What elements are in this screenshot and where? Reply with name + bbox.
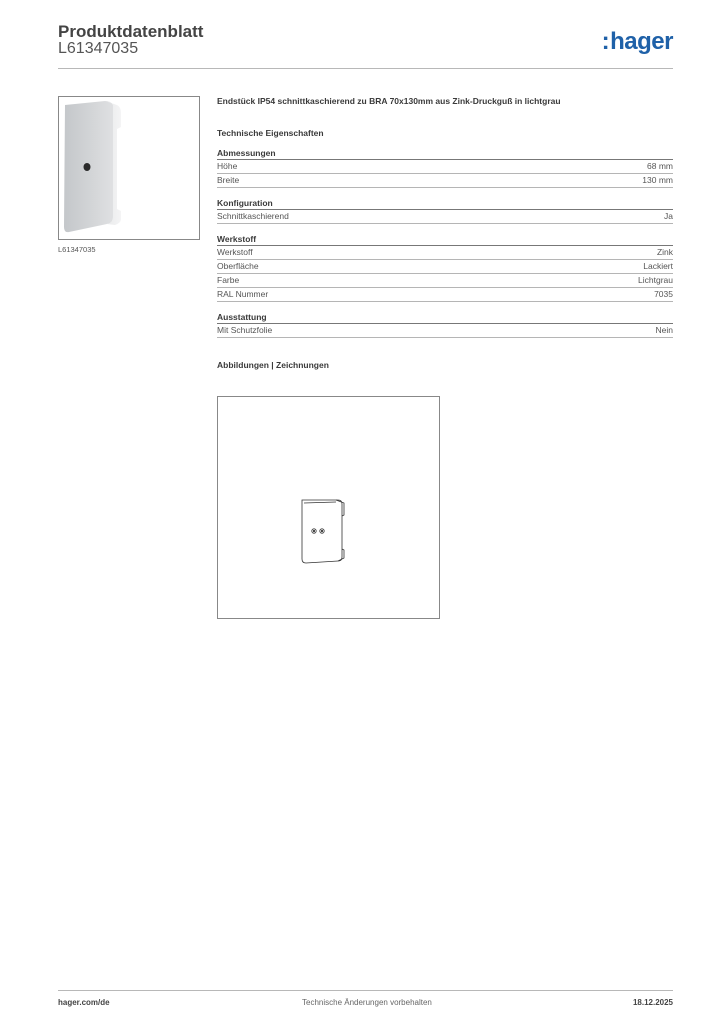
technical-drawing	[217, 396, 440, 619]
property-value: 7035	[654, 289, 673, 299]
property-row	[217, 174, 673, 188]
property-label: Mit Schutzfolie	[217, 325, 273, 335]
property-value: Lackiert	[643, 261, 673, 271]
product-image	[58, 96, 200, 240]
footer-date: 18.12.2025	[632, 998, 673, 1007]
product-details	[217, 96, 673, 370]
product-image-caption: L61347035	[58, 245, 96, 254]
property-value: Ja	[664, 211, 673, 221]
property-label: Werkstoff	[217, 247, 253, 257]
header-divider	[58, 68, 673, 69]
property-group-dimensions	[217, 148, 673, 188]
footer-website: hager.com/de	[58, 998, 110, 1007]
property-value: Lichtgrau	[638, 275, 673, 285]
hager-logo: :hager	[601, 28, 673, 55]
end-cap-drawing	[218, 397, 439, 618]
property-value: Nein	[655, 325, 673, 335]
group-title: Konfiguration	[217, 198, 673, 210]
property-row	[217, 288, 673, 302]
property-label: RAL Nummer	[217, 289, 269, 299]
property-value: Zink	[656, 247, 673, 257]
property-group-configuration	[217, 198, 673, 224]
property-row	[217, 160, 673, 174]
figures-heading: Abbildungen | Zeichnungen	[217, 360, 329, 370]
property-row	[217, 274, 673, 288]
end-cap-photo	[59, 97, 199, 239]
property-label: Höhe	[217, 161, 238, 171]
document-code: L61347035	[58, 40, 139, 57]
property-value: 130 mm	[642, 175, 673, 185]
property-label: Farbe	[217, 275, 240, 285]
property-value: 68 mm	[647, 161, 673, 171]
product-description: Endstück IP54 schnittkaschierend zu BRA 70x130mm aus Zink-Druckguß in lichtgrau	[217, 96, 561, 106]
footer-divider	[58, 990, 673, 991]
property-row	[217, 210, 673, 224]
group-title: Abmessungen	[217, 148, 673, 160]
page-header	[58, 22, 673, 70]
property-label: Schnittkaschierend	[217, 211, 289, 221]
property-row	[217, 324, 673, 338]
property-label: Oberfläche	[217, 261, 259, 271]
logo-text: hager	[610, 28, 673, 55]
property-group-material	[217, 234, 673, 302]
footer-notice: Technische Änderungen vorbehalten	[302, 998, 432, 1007]
group-title: Ausstattung	[217, 312, 673, 324]
property-row	[217, 260, 673, 274]
group-title: Werkstoff	[217, 234, 673, 246]
property-group-equipment	[217, 312, 673, 338]
property-label: Breite	[217, 175, 240, 185]
properties-heading: Technische Eigenschaften	[217, 128, 324, 138]
property-row	[217, 246, 673, 260]
document-title: Produktdatenblatt	[58, 22, 204, 41]
